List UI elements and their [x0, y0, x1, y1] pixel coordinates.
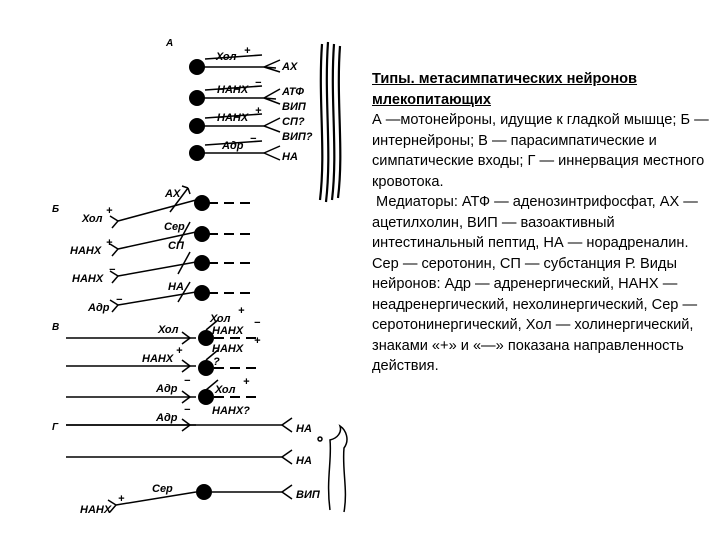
neuron-soma	[194, 195, 210, 211]
label-ah: АХ	[282, 61, 298, 73]
sign: +	[243, 376, 250, 388]
sign: −	[184, 375, 191, 387]
label-hol: Хол	[210, 313, 231, 325]
label-na: НА	[282, 151, 298, 163]
label-ser: Сер	[152, 483, 173, 495]
label-sp: СП?	[282, 116, 305, 128]
label-na: НА	[296, 455, 312, 467]
motor-synapses	[264, 60, 280, 160]
sign: +	[106, 237, 113, 249]
figure-caption	[372, 69, 712, 377]
b-left-labels	[70, 205, 123, 314]
interneuron-somata	[194, 195, 210, 301]
sign: −	[109, 264, 116, 276]
blood-flow-lines	[66, 418, 292, 512]
label-sp: СП	[168, 240, 184, 252]
sign: −	[116, 294, 123, 306]
label-q: ?	[213, 356, 220, 368]
label-adr: Адр	[156, 383, 178, 395]
a-right-labels	[281, 61, 313, 163]
section-label-g: Г	[52, 422, 59, 433]
caption-paragraph-2: Медиаторы: АТФ — аденозинтрифосфат, АХ — ацетилхолин, ВИП — вазоактивный интестинальный пептид, НА — норадреналин. Сер — серотонин, СП — субстанция Р. Виды нейронов: Адр — адренергический, НАНХ — неадренергический, нехолинергический, Сер — серотонинергический, Хол — холинергический, знаками «+» и «—» показана направленность действия.	[372, 194, 698, 374]
v-left-labels	[142, 324, 191, 424]
label-adr: Адр	[222, 140, 244, 152]
autonomic-somata	[198, 330, 214, 405]
blood-vessel	[318, 426, 347, 512]
sign: −	[254, 317, 261, 329]
label-hol: Хол	[158, 324, 179, 336]
label-nanh-q: НАНХ?	[212, 405, 250, 417]
section-labels	[52, 38, 173, 433]
sign: −	[184, 404, 191, 416]
label-nanh: НАНХ	[80, 504, 112, 516]
label-vip: ВИП	[296, 489, 320, 501]
v-right-labels	[209, 305, 261, 417]
interneuron-inputs	[110, 200, 196, 312]
label-vip: ВИП	[282, 101, 306, 113]
label-hol: Хол	[216, 51, 237, 63]
caption-paragraph-1: А —мотонейроны, идущие к гладкой мышце; Б — интернейроны; В — парасимпатические и симпатические входы; Г — иннервация местного кровотока.	[372, 112, 709, 190]
motor-neuron-somata	[189, 59, 205, 161]
sign: −	[255, 77, 262, 89]
sign: +	[176, 345, 183, 357]
sign: +	[255, 105, 262, 117]
neuron-soma	[189, 145, 205, 161]
label-adr: Адр	[88, 302, 110, 314]
label-nanh: НАНХ	[212, 343, 244, 355]
neuron-soma	[194, 285, 210, 301]
sign: +	[254, 335, 261, 347]
label-atf: АТФ	[282, 86, 304, 98]
section-label-v: В	[52, 322, 60, 333]
sign: +	[244, 45, 251, 57]
label-ser: Сер	[164, 221, 185, 233]
sign: +	[106, 205, 113, 217]
label-na: НА	[168, 281, 184, 293]
label-vip-q: ВИП?	[282, 131, 313, 143]
label-hol: Хол	[215, 384, 236, 396]
sign: −	[250, 133, 257, 145]
neuron-soma	[194, 226, 210, 242]
label-nanh: НАНХ	[212, 325, 244, 337]
interneuron-axons	[208, 203, 255, 293]
sign: +	[118, 493, 125, 505]
caption-title: Типы. метасимпатических нейронов млекопитающих	[372, 71, 638, 108]
label-nanh: НАНХ	[217, 112, 249, 124]
sign: +	[238, 305, 245, 317]
neuron-soma	[196, 484, 212, 500]
section-label-b: Б	[52, 204, 60, 215]
g-labels	[80, 423, 321, 516]
label-nanh: НАНХ	[142, 353, 174, 365]
neuron-soma	[189, 90, 205, 106]
neuron-soma	[198, 360, 214, 376]
section-label-a: А	[166, 38, 174, 49]
label-nanh: НАНХ	[217, 84, 249, 96]
label-hol: Хол	[82, 213, 103, 225]
neuron-soma	[198, 389, 214, 405]
label-ah: АХ	[165, 188, 181, 200]
label-na: НА	[296, 423, 312, 435]
neuron-soma	[189, 59, 205, 75]
label-nanh: НАНХ	[70, 245, 102, 257]
neuron-soma	[194, 255, 210, 271]
neuron-soma	[189, 118, 205, 134]
smooth-muscle	[320, 42, 340, 202]
label-nanh: НАНХ	[72, 273, 104, 285]
label-adr: Адр	[156, 412, 178, 424]
